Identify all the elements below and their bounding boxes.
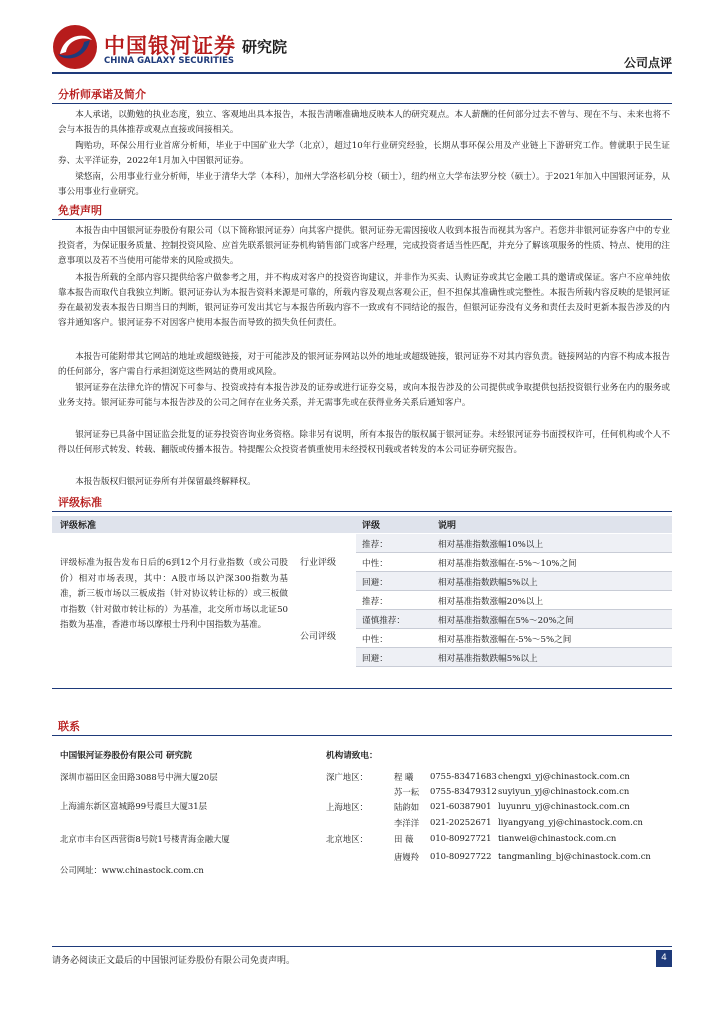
contact-email[interactable]: tianwei@chinastock.com.cn [498,833,617,843]
contact-name: 陆韵如 [394,802,420,812]
rating-row [356,534,672,553]
document-type: 公司点评 [623,56,672,70]
analyst-paragraph: 陶贻功，环保公用行业首席分析师，毕业于中国矿业大学（北京），超过10年行业研究经验，长期从事环保公用及产业链上下游研究工作。曾就职于民生证券、太平洋证券，2022年1月加入中国银河证券。 [58,141,670,166]
section-header-rating [52,494,672,512]
industry-rating-label: 行业评级 [300,558,337,568]
page-number: 4 [656,950,672,967]
rating-description: 相对基准指数涨幅在-5%～10%之间 [438,559,577,569]
contact-phone[interactable]: 021-20252671 [430,817,492,827]
disclaimer-paragraph: 本报告可能附带其它网站的地址或超级链接，对于可能涉及的银河证券网站以外的地址或超级链接，银河证券不对其内容负责。链接网站的内容不构成本报告的任何部分，客户需自行承担浏览这些网站的费用或风险。 [58,352,670,377]
contact-phone[interactable]: 0755-83471683 [430,771,497,781]
disclaimer-paragraph: 银河证券已具备中国证监会批复的证券投资咨询业务资格。除非另有说明，所有本报告的版权属于银河证券。未经银河证券书面授权许可，任何机构或个人不得以任何形式转发、转载、翻版或传播本报告。特提醒公众投资者慎重使用未经授权刊载或者转发的本公司证券研究报告。 [58,430,670,455]
footer-notice: 请务必阅读正文最后的中国银河证券股份有限公司免责声明。 [52,956,296,966]
contact-email[interactable]: suyiyun_yj@chinastock.com.cn [498,786,630,796]
company-name-en: CHINA GALAXY SECURITIES [104,56,235,66]
rating-name: 中性： [362,635,388,645]
rating-row [356,629,672,648]
section-title: 联系 [58,720,80,733]
disclaimer-paragraph: 本报告所载的全部内容只提供给客户做参考之用，并不构成对客户的投资咨询建议，并非作为买卖、认购证券或其它金融工具的邀请或保证。客户不应单纯依靠本报告而取代自我独立判断。银河证券认为本报告资料来源是可靠的，所载内容及观点客观公正，但不担保其准确性或完整性。本报告所载内容反映的是银河证券在最初发表本报告日期当日的判断，银河证券可发出其它与本报告所载内容不一致或有不同结论的报告，但银河证券没有义务和责任去及时更新本报告涉及的内容并通知客户。银河证券不对因客户使用本报告而导致的损失负任何责任。 [58,273,670,328]
rating-row [356,591,672,610]
rating-table-bottom-border [52,688,672,689]
office-address: 上海浦东新区富城路99号震旦大厦31层 [60,801,207,811]
rating-row [356,572,672,591]
contact-name: 李洋洋 [394,818,420,828]
contact-phone[interactable]: 010-80927721 [430,833,492,843]
contact-inquiry-label: 机构请致电： [326,751,378,761]
contact-company: 中国银河证券股份有限公司 研究院 [60,751,192,761]
contact-name: 苏一耘 [394,787,420,797]
rating-name: 谨慎推荐： [362,616,405,626]
rating-description: 相对基准指数涨幅20%以上 [438,597,544,607]
column-header-description: 说明 [438,521,457,531]
contact-name: 程 曦 [394,772,414,782]
section-header-contact [52,718,672,736]
rating-name: 回避： [362,578,388,588]
disclaimer-paragraph: 银河证券在法律允许的情况下可参与、投资或持有本报告涉及的证券或进行证券交易，或向本报告涉及的公司提供或争取提供包括投资银行业务在内的服务或业务支持。银河证券可能与本报告涉及的公司之间存在业务关系，并无需事先或在获得业务关系后通知客户。 [58,383,670,408]
section-header-analyst [52,86,672,104]
footer-divider [52,946,672,947]
company-name-cn: 中国银河证券 [104,34,236,58]
institute-label: 研究院 [242,38,288,56]
rating-description: 相对基准指数涨幅在5%～20%之间 [438,616,574,626]
rating-name: 中性： [362,559,388,569]
company-logo-icon [52,24,98,70]
rating-description: 相对基准指数跌幅5%以上 [438,654,538,664]
contact-email[interactable]: luyunru_yj@chinastock.com.cn [498,801,630,811]
section-header-disclaimer [52,202,672,220]
company-rating-label: 公司评级 [300,632,337,642]
contact-email[interactable]: liyangyang_yj@chinastock.com.cn [498,817,643,827]
section-title: 免责声明 [58,204,102,217]
region-label: 北京地区： [326,834,368,844]
region-label: 深广地区： [326,772,368,782]
contact-name: 田 薇 [394,834,414,844]
disclaimer-paragraph: 本报告版权归银河证券所有并保留最终解释权。 [75,477,256,487]
analyst-paragraph: 梁悠南，公用事业行业分析师，毕业于清华大学（本科），加州大学洛杉矶分校（硕士），纽约州立大学布法罗分校（硕士）。于2021年加入中国银河证券，从事公用事业行业研究。 [58,172,670,197]
rating-name: 回避： [362,654,388,664]
header-divider [52,72,672,74]
rating-name: 推荐： [362,597,388,607]
office-address: 深圳市福田区金田路3088号中洲大厦20层 [60,772,218,782]
company-website[interactable]: 公司网址：www.chinastock.com.cn [60,865,204,875]
section-title: 分析师承诺及简介 [58,88,146,101]
rating-row [356,553,672,572]
rating-row [356,648,672,667]
contact-name: 唐嫚羚 [394,852,420,862]
contact-phone[interactable]: 010-80927722 [430,851,492,861]
contact-email[interactable]: tangmanling_bj@chinastock.com.cn [498,851,651,861]
column-header-standard: 评级标准 [60,521,97,531]
rating-description: 相对基准指数涨幅在-5%～5%之间 [438,635,572,645]
rating-description: 相对基准指数跌幅5%以上 [438,578,538,588]
disclaimer-paragraph: 本报告由中国银河证券股份有限公司（以下简称银河证券）向其客户提供。银河证券无需因接收人收到本报告而视其为客户。若您并非银河证券客户中的专业投资者，为保证服务质量、控制投资风险、应首先联系银河证券机构销售部门或客户经理，完成投资者适当性匹配，并充分了解该项服务的性质、特点、使用的注意事项以及若不当使用可能带来的风险或损失。 [58,226,670,266]
region-label: 上海地区： [326,802,368,812]
column-header-rating: 评级 [362,521,381,531]
rating-description: 相对基准指数涨幅10%以上 [438,540,544,550]
contact-phone[interactable]: 0755-83479312 [430,786,497,796]
analyst-paragraph: 本人承诺，以勤勉的执业态度，独立、客观地出具本报告，本报告清晰准确地反映本人的研究观点。本人薪酬的任何部分过去不曾与、现在不与、未来也将不会与本报告的具体推荐或观点直接或间接相关。 [58,110,670,135]
rating-row [356,610,672,629]
section-title: 评级标准 [58,496,102,509]
rating-standard-description: 评级标准为报告发布日后的6到12个月行业指数（或公司股价）相对市场表现，其中：A股市场以沪深300指数为基准，新三板市场以三板成指（针对协议转让标的）或三板做市指数（针对做市转让标的）为基准，北交所市场以北证50指数为基准，香港市场以摩根士丹利中国指数为基准。 [60,558,288,630]
rating-name: 推荐： [362,540,388,550]
contact-phone[interactable]: 021-60387901 [430,801,492,811]
contact-email[interactable]: chengxi_yj@chinastock.com.cn [498,771,630,781]
office-address: 北京市丰台区西营街8号院1号楼青海金融大厦 [60,834,230,844]
